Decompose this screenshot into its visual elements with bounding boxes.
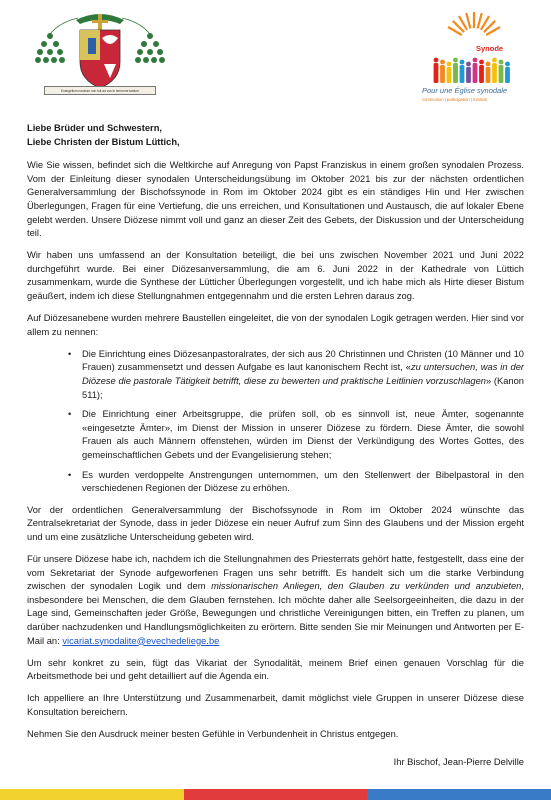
person-figure [499, 60, 504, 83]
synod-logo-tagline: Pour une Église synodale [422, 86, 508, 95]
person-figure [505, 62, 510, 83]
person-figure [486, 62, 491, 83]
footer-color-segment [275, 789, 367, 800]
person-figure [466, 62, 471, 83]
synod-logo-word: Synode [476, 44, 504, 53]
footer-color-segment [367, 789, 459, 800]
list-item-1-text-a: Die Einrichtung eines Diözesanpastoralrates, der sich aus 20 Christinnen und Christen (10 Männer und 10 Frauen) zusammensetzt und dessen Aufgabe es laut kanonischem Recht ist, « [82, 348, 524, 373]
person-figure [447, 62, 452, 83]
salutation-line-2: Liebe Christen der Bistum Lüttich, [27, 136, 180, 147]
sun-ray [478, 13, 482, 28]
person-figure [434, 58, 439, 83]
list-item: • Die Einrichtung einer Arbeitsgruppe, die prüfen soll, ob es sinnvoll ist, neue Ämter, sogenannte «eingesetzte Ämter», im Dienst der Mission in unserer Diözese zu fördern. Diese Ämter, die sowohl Frauen als auch Männern offenstehen, würden im Dienst der Verkündigung des Wortes Gottes, des gemeinschaftlichen Gebets und der Evangelisierung stehen; [82, 408, 524, 462]
signature: Ihr Bischof, Jean-Pierre Delville [393, 756, 524, 767]
footer-color-segment [459, 789, 551, 800]
coat-of-arms-motto: Evangelium nostrum non fuit ad vos in sermone tantum [44, 86, 156, 95]
footer-color-segment [184, 789, 276, 800]
paragraph-4: Vor der ordentlichen Generalversammlung der Bischofssynode in Rom im Oktober 2024 wünschte das Zentralsekretariat der Synode, dass in jeder Diözese ein neuer Aufruf zum Sinn des Glaubens und der Mission ergeht und um eine zusätzliche Unterscheidung gebeten wird. [27, 504, 524, 542]
salutation-line-1: Liebe Brüder und Schwestern, [27, 123, 162, 133]
salutation [27, 122, 524, 149]
person-figure [460, 60, 465, 83]
letter-body [27, 122, 524, 778]
sun-ray [466, 13, 470, 28]
list-item-1-quote: zu untersuchen, was in der Diözese die pastorale Tätigkeit betrifft, diese zu bewerten und praktische Leitlinien vorzuschlagen [82, 362, 525, 386]
footer-color-segment [0, 789, 92, 800]
paragraph-5 [27, 553, 524, 648]
footer-color-segment [92, 789, 184, 800]
person-figure [479, 60, 484, 83]
paragraph-3: Auf Diözesanebene wurden mehrere Baustellen eingeleitet, die von der synodalen Logik getragen werden. Hier sind vor allem zu nennen: [27, 313, 524, 337]
paragraph-5-text-a: Für unsere Diözese habe ich, nachdem ich die Stellungnahmen des Priesterrats gehört hatte, festgestellt, dass eine der vom Sekretariat der Synode aufgeworfenen Fragen uns sehr betrifft. Es handelt sich um die starke Verbindung zwischen der synodalen Logik und dem [27, 554, 524, 592]
paragraph-5-emphasis: missionarischen Anliegen, den Glauben zu verkünden und anzubieten [211, 581, 522, 592]
list-item-1-text-b: » (Kanon 511); [82, 376, 524, 400]
paragraph-1: Wie Sie wissen, befindet sich die Weltkirche auf Anregung von Papst Franziskus in einem großen synodalen Prozess. Vom der Einleitung dieser synodalen Unterscheidungsübung im Oktober 2021 bis zur der nächsten ordentlichen Generalversammlung der Bischofssynode in Rom im Oktober 2024 gibt es ein ständiges Hin und Her zwischen Überlegungen, Fragen für eine Vertiefung, die uns erreichen, und Konsultationen und Austausch, die auf lokaler Ebene gelebt werden. Unsere Diözese nimmt voll und ganz an dieser Zeit des Gebets, der Diskussion und der Unterscheidung teil. [27, 160, 524, 239]
list-item [82, 348, 524, 402]
footer-color-band [0, 789, 551, 800]
paragraph-6: Um sehr konkret zu sein, fügt das Vikariat der Synodalität, meinem Brief einen genauen Vorschlag für die Arbeitsmethode bei und geht detailliert auf die Agenda ein. [27, 657, 524, 682]
letter-header [0, 0, 551, 112]
paragraph-2: Wir haben uns umfassend an der Konsultation beteiligt, die bei uns zwischen November 2021 und Juni 2022 durchgeführt wurde. Bei einer Diözesanversammlung, die am 6. Juni 2022 in der Kathedrale von Lüttich zusammenkam, wurde die Synthese der Lütticher Überlegungen vorgestellt, und ich habe mich als Hirte dieser Bistum geäußert, indem ich diese Stellungnahmen entgegennahm und die ersten Lehren daraus zog. [27, 250, 524, 302]
person-figure [492, 58, 497, 83]
person-figure [453, 58, 458, 83]
initiatives-list [27, 348, 524, 496]
paragraph-5-text-b: , insbesondere bei Menschen, die dem Glauben fernstehen. Ich möchte daher alle Seelsorgeeinheiten, die dazu in der Lage sind, Gemeinschaften jeder Größe, Bewegungen und christliche Vereinigungen bitten, ein Treffen zu planen, um darüber nachzudenken und Handlungsmöglichkeiten zu erörtern. Bitte senden Sie mir Meinungen und Antworten per E-Mail an: [27, 581, 524, 646]
paragraph-7: Ich appelliere an Ihre Unterstützung und Zusammenarbeit, damit möglichst viele Gruppen in unserer Diözese diese Konsultation bereichern. [27, 693, 524, 717]
email-link[interactable]: vicariat.synodalite@evechedeliege.be [62, 635, 220, 646]
list-item: • Es wurden verdoppelte Anstrengungen unternommen, um den Stellenwert der Bibelpastoral in den verschiedenen Regionen der Diözese zu erhöhen. [82, 469, 524, 496]
person-figure [440, 60, 445, 83]
synod-logo-subtitle: communion | participation | mission [422, 97, 488, 102]
person-figure [473, 58, 478, 83]
paragraph-8: Nehmen Sie den Ausdruck meiner besten Gefühle in Verbundenheit in Christus entgegen. [27, 729, 399, 740]
